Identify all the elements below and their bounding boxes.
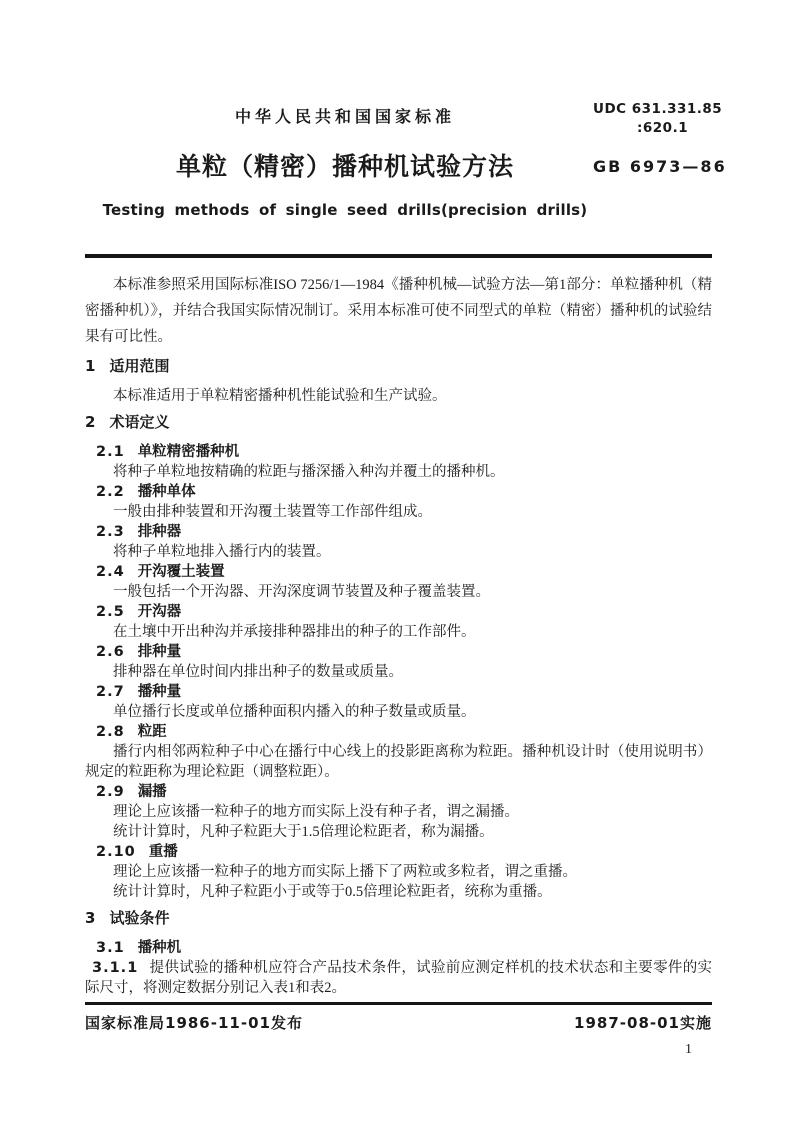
subsection-2-6-title: 排种量	[137, 644, 182, 660]
subsection-2-10-paragraph-1: 理论上应该播一粒种子的地方而实际上播下了两粒或多粒者，谓之重播。	[113, 864, 577, 880]
subsection-3-1-1-paragraph	[85, 958, 712, 998]
subsection-2-3-paragraph: 将种子单粒地排入播行内的装置。	[113, 544, 331, 560]
subsection-2-9-heading	[96, 782, 712, 802]
subsection-2-9-paragraph-2: 统计计算时，凡种子粒距大于1.5倍理论粒距者，称为漏播。	[113, 824, 494, 840]
subsection-2-1-number: 2.1	[96, 444, 125, 460]
subsection-2-1-heading	[96, 442, 712, 462]
subsection-2-2-paragraph: 一般由排种装置和开沟覆土装置等工作部件组成。	[113, 504, 432, 520]
implementation-statement: 1987-08-01实施	[574, 1014, 712, 1032]
section-3-title: 试验条件	[109, 909, 170, 927]
section-2-title: 术语定义	[109, 413, 170, 431]
subsection-2-5-number: 2.5	[96, 604, 125, 620]
subsection-2-1	[85, 442, 712, 482]
subsection-2-7	[85, 682, 712, 722]
subsection-2-7-title: 播种量	[137, 684, 182, 700]
subsection-2-10-title: 重播	[148, 844, 178, 860]
subsection-2-5	[85, 602, 712, 642]
section-1-heading	[85, 356, 712, 376]
subsection-2-3	[85, 522, 712, 562]
subsection-2-4	[85, 562, 712, 602]
subsection-2-5-heading	[96, 602, 712, 622]
subsection-2-3-number: 2.3	[96, 524, 125, 540]
subsection-2-7-paragraph: 单位播行长度或单位播种面积内播入的种子数量或质量。	[113, 704, 476, 720]
standard-caption: 中华人民共和国国家标准	[234, 107, 455, 126]
section-2-number: 2	[85, 413, 97, 431]
subsection-2-4-paragraph: 一般包括一个开沟器、开沟深度调节装置及种子覆盖装置。	[113, 584, 490, 600]
subsection-2-10-number: 2.10	[96, 844, 136, 860]
subsection-2-9-paragraph-1: 理论上应该播一粒种子的地方而实际上没有种子者，谓之漏播。	[113, 804, 519, 820]
subsection-2-3-heading	[96, 522, 712, 542]
subsection-2-2-heading	[96, 482, 712, 502]
udc-number	[593, 100, 722, 138]
header-rule	[85, 254, 712, 258]
subsection-2-1-title: 单粒精密播种机	[137, 444, 240, 460]
issue-statement: 国家标准局1986-11-01发布	[85, 1014, 303, 1032]
subsection-3-1-1-text: 提供试验的播种机应符合产品技术条件，试验前应测定样机的技术状态和主要零件的实际尺寸，将测定数据分别记入表1和表2。	[85, 960, 712, 996]
subsection-2-2-number: 2.2	[96, 484, 125, 500]
subsection-2-8-paragraph: 播行内相邻两粒种子中心在播行中心线上的投影距离称为粒距。播种机设计时（使用说明书）规定的粒距称为理论粒距（调整粒距）。	[85, 744, 712, 780]
subsection-2-2	[85, 482, 712, 522]
subsection-2-6-heading	[96, 642, 712, 662]
subsection-3-1-1-number: 3.1.1	[92, 960, 139, 976]
subsection-2-10-paragraph-2: 统计计算时，凡种子粒距小于或等于0.5倍理论粒距者，统称为重播。	[113, 884, 552, 900]
subsection-2-4-number: 2.4	[96, 564, 125, 580]
udc-line1: UDC 631.331.85	[593, 101, 723, 117]
subsection-2-10-heading	[96, 842, 712, 862]
subsection-2-8-heading	[96, 722, 712, 742]
subsection-3-1-heading	[96, 938, 712, 958]
standard-number: GB 6973—86	[593, 157, 727, 176]
subsection-2-2-title: 播种单体	[137, 484, 196, 500]
subsection-2-10	[85, 842, 712, 902]
subsection-3-1-number: 3.1	[96, 940, 125, 956]
document-title-english: Testing methods of single seed drills(precision drills)	[102, 201, 588, 219]
section-1-title: 适用范围	[109, 357, 170, 375]
footer-rule	[85, 1002, 712, 1005]
subsection-2-4-title: 开沟覆土装置	[137, 564, 225, 580]
section-1-paragraph: 本标准适用于单粒精密播种机性能试验和生产试验。	[113, 388, 447, 404]
document-title: 单粒（精密）播种机试验方法	[175, 152, 514, 181]
subsection-2-8-number: 2.8	[96, 724, 125, 740]
section-3-number: 3	[85, 909, 97, 927]
section-1-number: 1	[85, 357, 97, 375]
subsection-3-1	[85, 938, 712, 958]
page-number: 1	[685, 1042, 692, 1057]
document-body	[85, 272, 712, 998]
subsection-2-3-title: 排种器	[137, 524, 182, 540]
subsection-2-5-title: 开沟器	[137, 604, 182, 620]
subsection-2-6-number: 2.6	[96, 644, 125, 660]
page-content	[85, 0, 727, 1123]
intro-paragraph: 本标准参照采用国际标准ISO 7256/1—1984《播种机械—试验方法—第1部分：单粒播种机（精密播种机）》，并结合我国实际情况制订。采用本标准可使不同型式的单粒（精密）播种机的试验结果有可比性。	[85, 277, 712, 345]
footer-row	[85, 1012, 712, 1033]
subsection-2-6	[85, 642, 712, 682]
subsection-2-8-title: 粒距	[137, 724, 167, 740]
subsection-2-7-number: 2.7	[96, 684, 125, 700]
subsection-2-9-number: 2.9	[96, 784, 125, 800]
udc-line2: :620.1	[637, 120, 689, 136]
section-3-heading	[85, 908, 712, 928]
subsection-2-9-title: 漏播	[137, 784, 167, 800]
subsection-2-4-heading	[96, 562, 712, 582]
section-2-heading	[85, 412, 712, 432]
subsection-2-1-paragraph: 将种子单粒地按精确的粒距与播深播入种沟并覆土的播种机。	[113, 464, 505, 480]
subsection-2-7-heading	[96, 682, 712, 702]
subsection-2-6-paragraph: 排种器在单位时间内排出种子的数量或质量。	[113, 664, 403, 680]
subsection-2-8	[85, 722, 712, 782]
subsection-3-1-title: 播种机	[137, 940, 182, 956]
document-footer	[85, 1002, 712, 1058]
subsection-2-9	[85, 782, 712, 842]
subsection-2-5-paragraph: 在土壤中开出种沟并承接排种器排出的种子的工作部件。	[113, 624, 476, 640]
